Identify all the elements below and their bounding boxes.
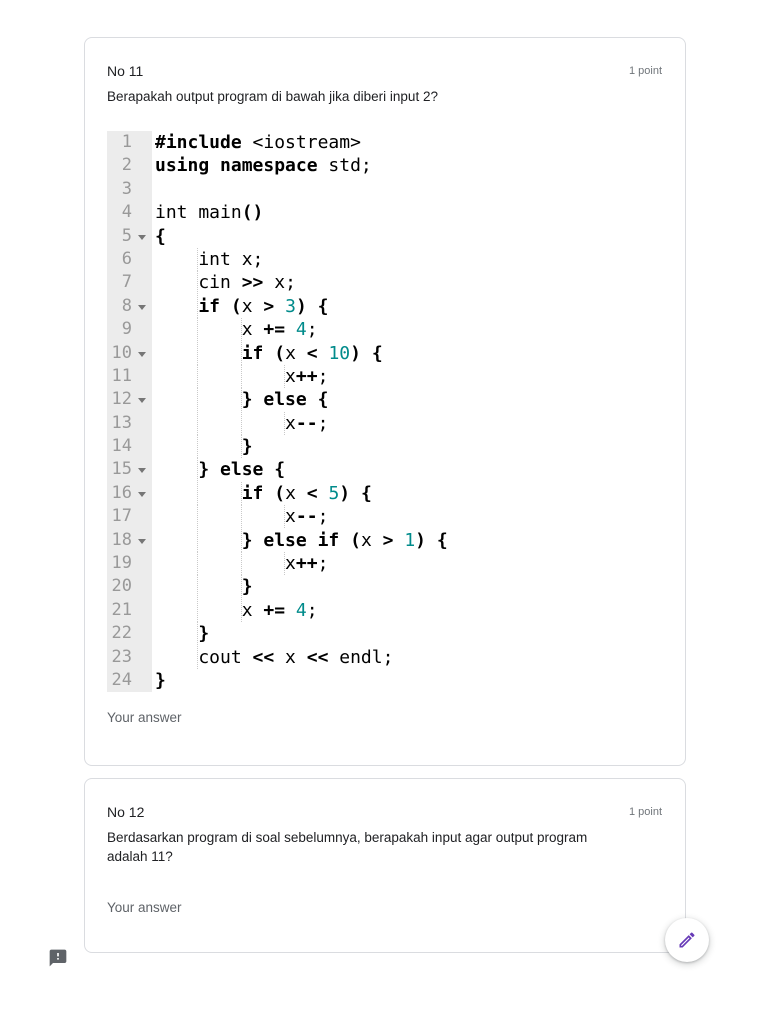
indent-guide (242, 552, 285, 575)
code-token: x (241, 295, 264, 317)
code-text (152, 458, 285, 481)
gutter-cell (107, 552, 152, 575)
gutter-cell (107, 575, 152, 598)
code-token (263, 459, 274, 480)
answer-input[interactable] (107, 709, 407, 727)
code-line (107, 318, 662, 341)
line-number: 24 (111, 669, 132, 690)
code-line (107, 271, 662, 294)
feedback-icon (48, 948, 68, 968)
code-token (339, 530, 350, 551)
code-token: int x; (198, 248, 264, 270)
line-number: 12 (111, 389, 132, 410)
code-token: if (241, 342, 264, 364)
indent-guide (155, 365, 198, 388)
indent-guide (155, 435, 198, 458)
gutter-cell (107, 388, 152, 411)
question-title: No 12 (107, 804, 145, 820)
fold-arrow-icon (138, 305, 146, 310)
code-text (152, 622, 209, 645)
code-line (107, 248, 662, 271)
code-token: #include (155, 132, 242, 153)
code-token: >> (241, 272, 264, 294)
code-token: x (360, 529, 383, 551)
question-points: 1 point (628, 806, 662, 818)
question-points: 1 point (628, 65, 662, 77)
gutter-cell (107, 225, 152, 248)
code-token: ( (274, 342, 286, 364)
line-number: 3 (121, 178, 132, 199)
code-line (107, 388, 662, 411)
code-text (152, 529, 448, 552)
code-token: ) (415, 529, 427, 551)
code-token (318, 343, 329, 364)
indent-guide (155, 271, 198, 294)
line-number: 11 (111, 365, 132, 386)
code-token: ; (317, 553, 329, 575)
line-number: 5 (121, 225, 132, 246)
code-token: } (241, 389, 253, 411)
code-text (152, 646, 393, 669)
indent-guide (242, 505, 285, 528)
code-token: ; (317, 506, 329, 528)
code-token (307, 389, 318, 410)
code-token: } (155, 669, 166, 691)
code-text (152, 552, 328, 575)
line-number: 21 (111, 599, 132, 620)
code-token (307, 530, 318, 551)
code-text (152, 225, 166, 248)
code-token: ++ (295, 365, 318, 387)
indent-guide (198, 575, 241, 598)
code-token: x (285, 365, 296, 387)
code-token: { (274, 459, 286, 481)
gutter-cell (107, 412, 152, 435)
gutter-cell (107, 318, 152, 341)
question-description: Berapakah output program di bawah jika diberi input 2? (107, 89, 438, 104)
code-token (242, 132, 253, 153)
code-token: ( (274, 482, 286, 504)
code-token: > (263, 295, 275, 317)
code-token: ) (295, 295, 307, 317)
code-line (107, 435, 662, 458)
code-token (263, 483, 274, 504)
gutter-cell (107, 365, 152, 388)
code-text (152, 248, 263, 271)
indent-guide (198, 412, 241, 435)
code-token: << (306, 646, 329, 668)
code-line (107, 575, 662, 598)
code-line (107, 342, 662, 365)
code-token: ; (317, 412, 329, 434)
code-line (107, 529, 662, 552)
gutter-cell (107, 248, 152, 271)
code-token (263, 343, 274, 364)
indent-guide (198, 342, 241, 365)
code-token: { (436, 529, 448, 551)
code-text (152, 505, 328, 528)
code-token (274, 296, 285, 317)
code-token: x (285, 553, 296, 575)
code-token: } (198, 623, 210, 645)
code-token: 4 (295, 599, 307, 621)
gutter-cell (107, 178, 152, 201)
edit-fab-button[interactable] (665, 918, 709, 962)
indent-guide (155, 529, 198, 552)
code-line (107, 458, 662, 481)
code-token: else (263, 529, 307, 551)
code-text (152, 201, 263, 224)
code-token: << (252, 646, 275, 668)
code-token: if (198, 295, 221, 317)
code-token: x (274, 646, 307, 668)
code-line (107, 622, 662, 645)
indent-guide (198, 435, 241, 458)
code-line (107, 178, 662, 201)
line-number: 8 (121, 295, 132, 316)
code-token: <iostream> (252, 132, 361, 153)
code-token: int main (155, 202, 242, 224)
fold-arrow-icon (138, 539, 146, 544)
code-token: namespace (220, 155, 318, 177)
indent-guide (198, 388, 241, 411)
code-token: { (360, 482, 372, 504)
question-card-12 (84, 778, 686, 953)
code-token: < (306, 482, 318, 504)
code-line (107, 412, 662, 435)
indent-guide (198, 599, 241, 622)
answer-input[interactable] (107, 899, 407, 917)
line-number: 4 (121, 202, 132, 223)
indent-guide (155, 318, 198, 341)
code-token: ( (350, 529, 361, 551)
indent-guide (155, 646, 198, 669)
indent-guide (155, 575, 198, 598)
code-token: ++ (295, 553, 318, 575)
code-text (152, 318, 318, 341)
code-token: x (285, 482, 307, 504)
code-token (285, 600, 296, 621)
code-token: x (241, 319, 264, 341)
code-text (152, 669, 166, 692)
gutter-cell (107, 529, 152, 552)
code-token: cin (198, 272, 242, 294)
code-token: { (155, 225, 166, 247)
code-token: x (285, 412, 296, 434)
indent-guide (155, 482, 198, 505)
code-token: 10 (328, 342, 351, 364)
code-token: } (241, 529, 253, 551)
indent-guide (242, 412, 285, 435)
line-number: 10 (111, 342, 132, 363)
line-number: 18 (111, 529, 132, 550)
code-token: 1 (404, 529, 416, 551)
code-text (152, 599, 318, 622)
code-token: } (241, 576, 253, 598)
code-text (152, 388, 328, 411)
gutter-cell (107, 295, 152, 318)
code-token: } (241, 436, 253, 458)
code-line (107, 646, 662, 669)
code-token: cout (198, 646, 253, 668)
code-token: > (382, 529, 394, 551)
code-line (107, 154, 662, 177)
indent-guide (198, 552, 241, 575)
code-token: ( (241, 202, 253, 224)
line-number: 14 (111, 436, 132, 457)
code-token (209, 155, 220, 176)
code-token: x (285, 506, 296, 528)
code-token: -- (295, 506, 318, 528)
indent-guide (155, 505, 198, 528)
code-token (209, 459, 220, 480)
code-line (107, 365, 662, 388)
code-token: x (285, 342, 307, 364)
gutter-cell (107, 201, 152, 224)
code-text (152, 271, 296, 294)
question-header (107, 802, 662, 822)
fold-arrow-icon (138, 492, 146, 497)
code-text (152, 575, 253, 598)
indent-guide (242, 365, 285, 388)
code-token: else (220, 459, 264, 481)
indent-guide (155, 342, 198, 365)
code-token: std; (317, 155, 372, 177)
line-number: 16 (111, 482, 132, 503)
line-number: 7 (121, 272, 132, 293)
code-token (253, 389, 264, 410)
gutter-cell (107, 505, 152, 528)
code-line (107, 552, 662, 575)
code-line (107, 131, 662, 154)
code-token (350, 483, 361, 504)
line-number: 23 (111, 646, 132, 667)
code-text (152, 295, 328, 318)
code-token: ; (317, 365, 329, 387)
gutter-cell (107, 669, 152, 692)
indent-guide (198, 482, 241, 505)
code-token: ; (306, 319, 318, 341)
question-description: Berdasarkan program di soal sebelumnya, berapakah input agar output program adalah 11? (107, 830, 588, 864)
code-line (107, 505, 662, 528)
code-text (152, 131, 361, 154)
code-line (107, 669, 662, 692)
gutter-cell (107, 154, 152, 177)
indent-guide (198, 505, 241, 528)
gutter-cell (107, 646, 152, 669)
code-token (307, 296, 318, 317)
code-token: else (263, 389, 307, 411)
indent-guide (198, 318, 241, 341)
code-text (152, 412, 328, 435)
code-line (107, 295, 662, 318)
line-number: 20 (111, 576, 132, 597)
code-text (152, 365, 328, 388)
indent-guide (155, 552, 198, 575)
question-header (107, 61, 662, 81)
code-token: ; (306, 599, 318, 621)
code-token: ( (230, 295, 242, 317)
indent-guide (155, 599, 198, 622)
line-number: 22 (111, 623, 132, 644)
gutter-cell (107, 482, 152, 505)
code-token: { (317, 295, 329, 317)
code-token (285, 319, 296, 340)
gutter-cell (107, 458, 152, 481)
gutter-cell (107, 271, 152, 294)
code-token (426, 530, 437, 551)
code-block (107, 131, 662, 692)
code-line (107, 201, 662, 224)
gutter-cell (107, 342, 152, 365)
code-token: endl; (328, 646, 394, 668)
gutter-cell (107, 131, 152, 154)
question-title: No 11 (107, 63, 144, 79)
indent-guide (198, 365, 241, 388)
code-token: < (306, 342, 318, 364)
code-text (152, 342, 383, 365)
code-token: if (317, 529, 340, 551)
code-token: 3 (285, 295, 296, 317)
code-text (152, 178, 155, 201)
code-token (393, 530, 404, 551)
code-token: { (317, 389, 329, 411)
code-token (253, 530, 264, 551)
fold-arrow-icon (138, 235, 146, 240)
gutter-cell (107, 622, 152, 645)
code-token: using (155, 155, 210, 177)
code-token: } (198, 459, 210, 481)
indent-guide (155, 622, 198, 645)
gutter-cell (107, 435, 152, 458)
code-token: += (263, 319, 286, 341)
indent-guide (155, 248, 198, 271)
code-text (152, 435, 253, 458)
code-token (318, 483, 329, 504)
code-token: -- (295, 412, 318, 434)
indent-guide (198, 529, 241, 552)
line-number: 2 (121, 155, 132, 176)
fold-arrow-icon (138, 398, 146, 403)
code-token: ) (350, 342, 361, 364)
code-token (220, 296, 231, 317)
code-line (107, 482, 662, 505)
code-text (152, 482, 372, 505)
report-feedback-button[interactable] (48, 948, 68, 968)
line-number: 9 (121, 319, 132, 340)
code-token: if (241, 482, 264, 504)
code-token: ) (339, 482, 351, 504)
code-line (107, 599, 662, 622)
indent-guide (155, 412, 198, 435)
line-number: 1 (121, 132, 132, 152)
indent-guide (155, 295, 198, 318)
code-token: 5 (328, 482, 340, 504)
indent-guide (155, 388, 198, 411)
line-number: 19 (111, 553, 132, 574)
code-token (361, 343, 372, 364)
pencil-icon (677, 930, 697, 950)
question-card-11 (84, 37, 686, 766)
line-number: 17 (111, 506, 132, 527)
code-token: x; (263, 272, 296, 294)
indent-guide (155, 458, 198, 481)
code-text (152, 154, 372, 177)
code-token: x (241, 599, 264, 621)
code-token: 4 (295, 319, 307, 341)
line-number: 6 (121, 248, 132, 269)
code-line (107, 225, 662, 248)
line-number: 13 (111, 412, 132, 433)
code-token: { (371, 342, 383, 364)
fold-arrow-icon (138, 352, 146, 357)
line-number: 15 (111, 459, 132, 480)
gutter-cell (107, 599, 152, 622)
code-token: ) (252, 202, 264, 224)
fold-arrow-icon (138, 468, 146, 473)
code-token: += (263, 599, 286, 621)
